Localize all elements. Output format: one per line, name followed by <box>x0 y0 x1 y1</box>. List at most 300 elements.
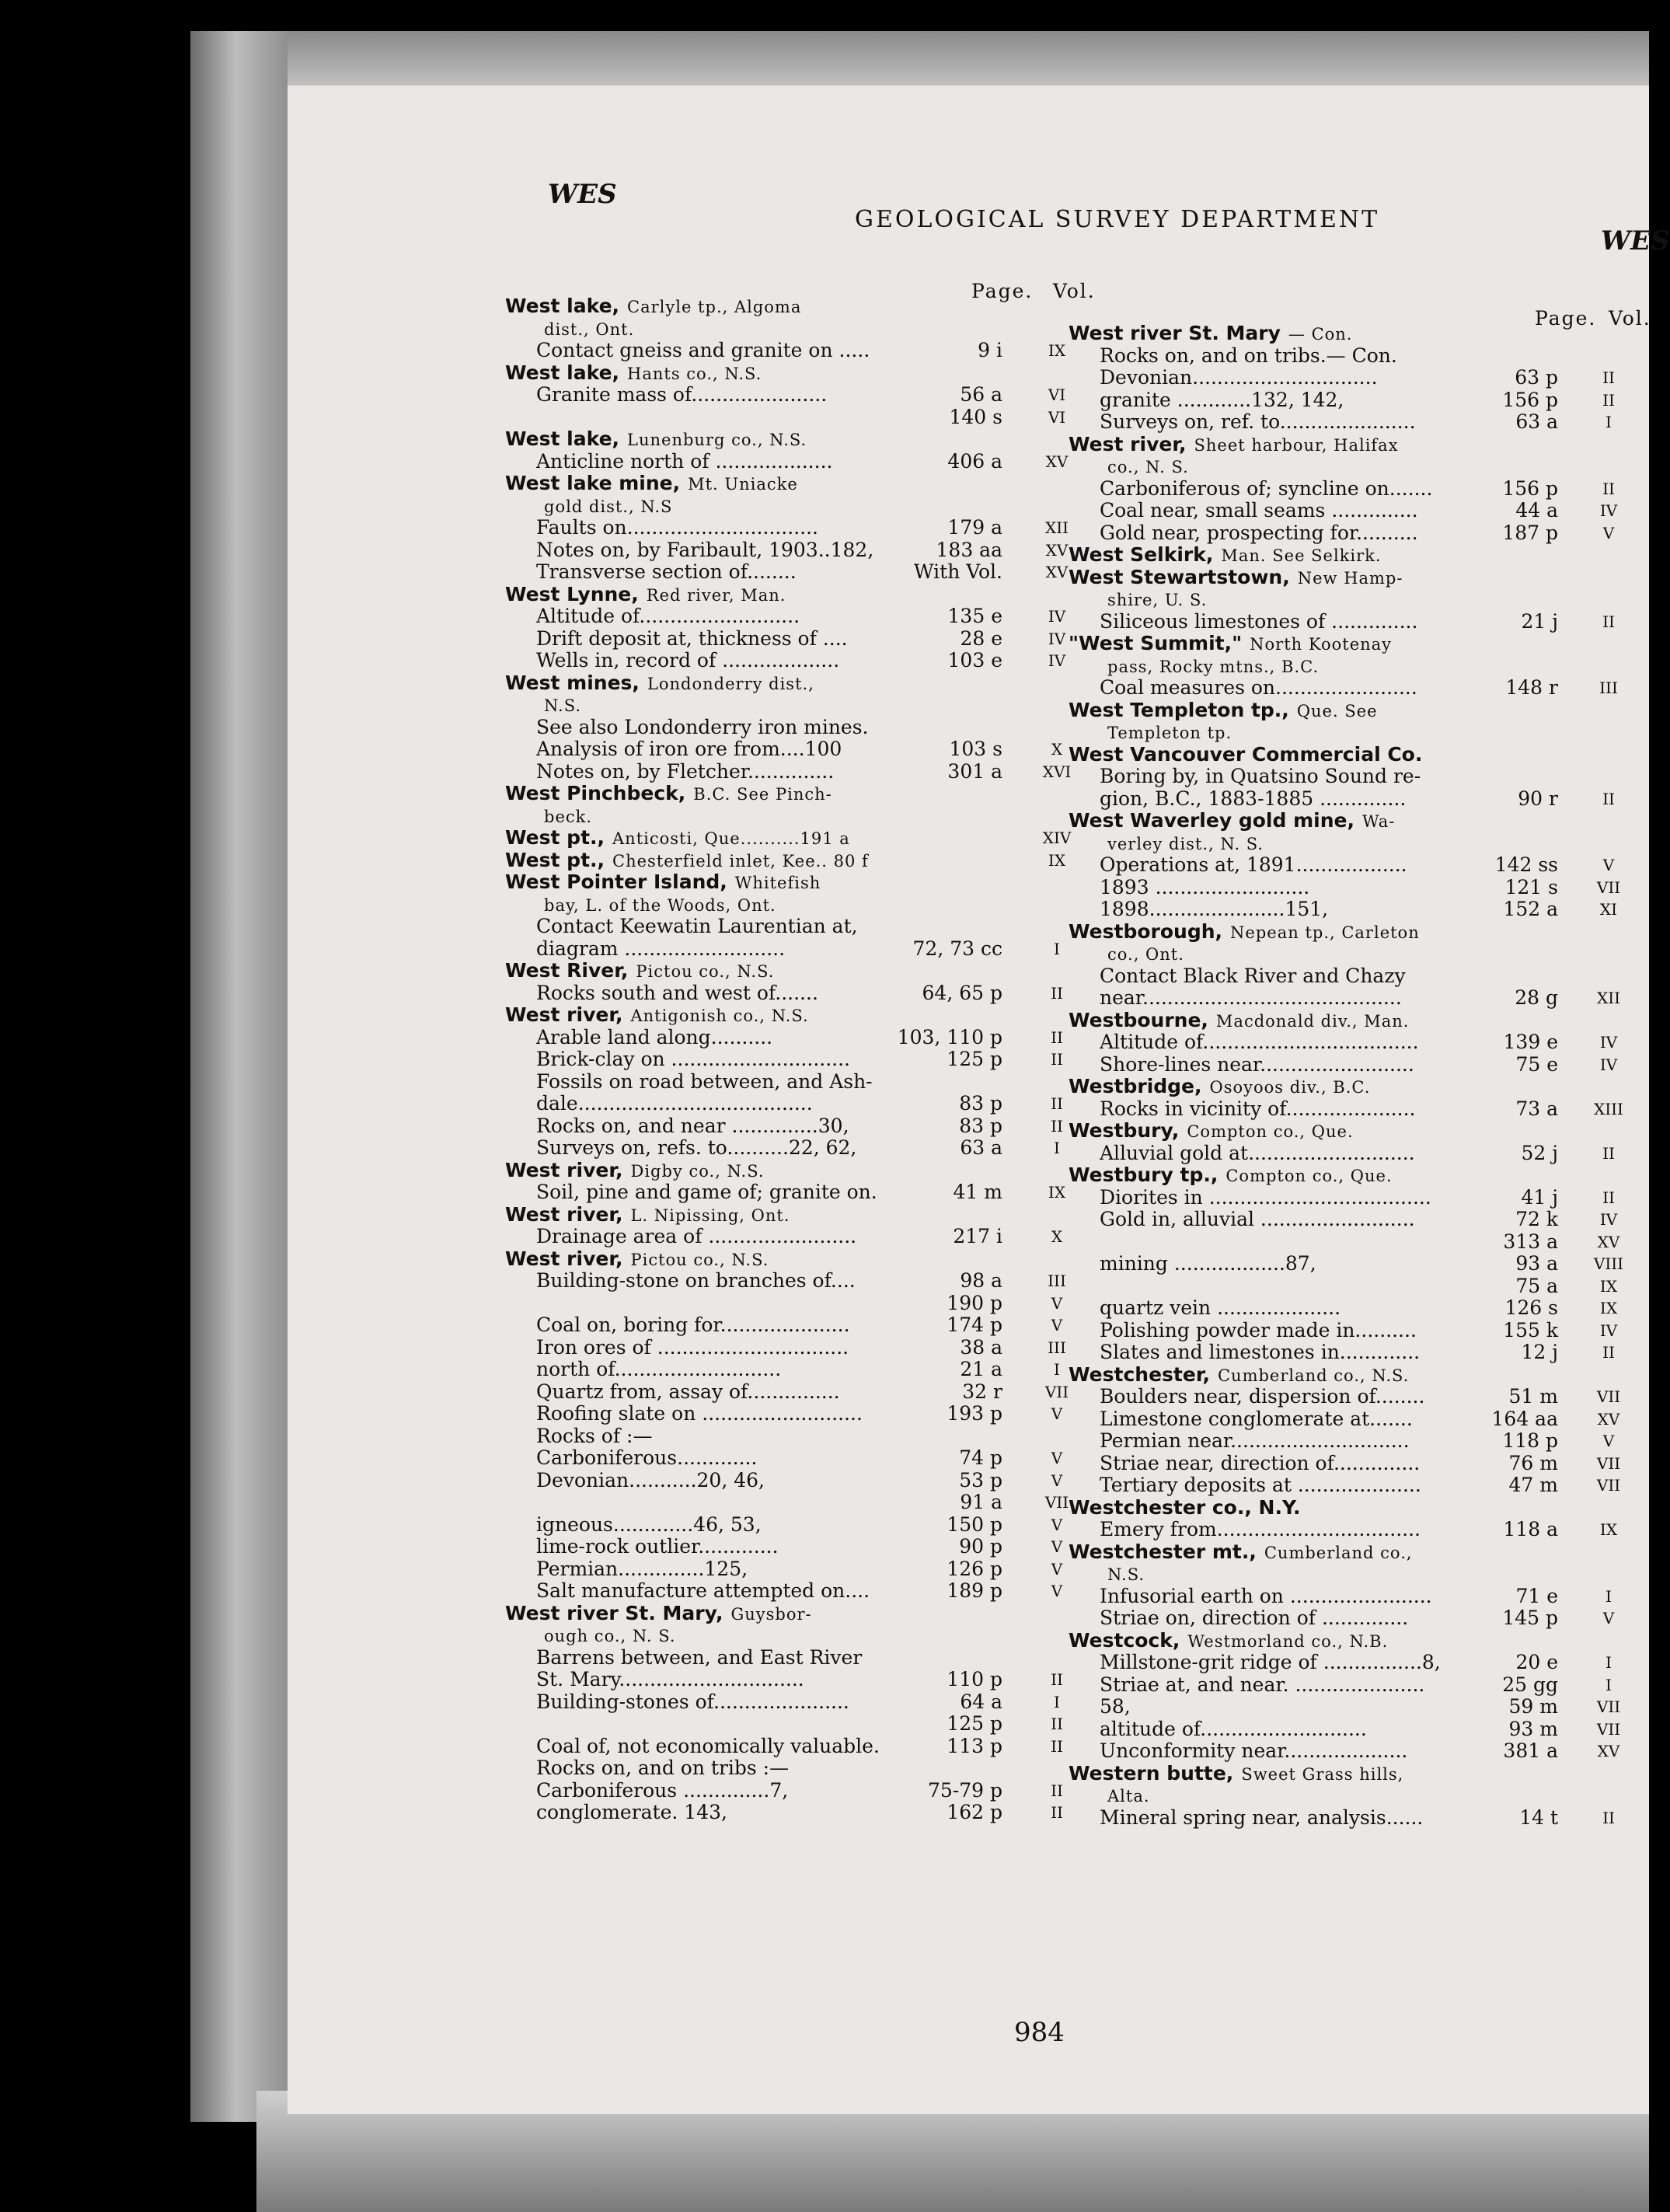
index-location-cont: Alta. <box>1107 1787 1150 1806</box>
index-entry-row <box>505 561 1096 584</box>
index-volume: XVI <box>1042 762 1072 781</box>
index-entry-text: See also Londonderry iron mines. <box>536 715 869 738</box>
index-entry-row <box>505 1270 1096 1293</box>
index-entry-row <box>505 1580 1096 1603</box>
index-heading-row <box>505 871 1096 894</box>
index-volume: VII <box>1596 1697 1621 1716</box>
index-entry-row <box>1069 987 1647 1010</box>
index-entry-row <box>1069 1031 1647 1054</box>
index-location: — Con. <box>1288 325 1353 344</box>
index-entry-text: Coal of, not economically valuable. <box>536 1734 880 1757</box>
index-volume: I <box>1054 1139 1060 1157</box>
index-location: North Kootenay <box>1250 635 1393 654</box>
index-entry-text: Building-stone on branches of.... <box>536 1269 856 1292</box>
index-page-ref: 28 e <box>960 626 1002 650</box>
index-page-ref: 139 e <box>1503 1031 1558 1053</box>
index-page-ref: 91 a <box>960 1491 1002 1513</box>
index-location: Nepean tp., Carleton <box>1230 923 1420 942</box>
index-location: Westmorland co., N.B. <box>1187 1631 1389 1651</box>
index-entry-text: Altitude of................................... <box>1100 1031 1419 1053</box>
index-entry-text: altitude of........................... <box>1100 1717 1367 1740</box>
index-heading-row <box>505 1603 1096 1625</box>
page-number: 984 <box>1014 2017 1065 2048</box>
index-entry-text: Siliceous limestones of .............. <box>1100 609 1418 633</box>
index-page-ref: 83 p <box>959 1114 1002 1137</box>
index-heading: West Vancouver Commercial Co. <box>1069 742 1423 766</box>
index-location: Man. See Selkirk. <box>1221 546 1382 565</box>
index-entry-row <box>1069 1674 1647 1697</box>
index-page-ref: 125 p <box>947 1048 1002 1070</box>
index-volume: IX <box>1048 850 1066 870</box>
index-entry-row <box>505 1447 1096 1470</box>
index-page-ref: 64, 65 p <box>922 981 1002 1004</box>
index-entry-text: quartz vein .................... <box>1100 1296 1341 1319</box>
index-entry-row <box>1069 1785 1647 1807</box>
index-volume: I <box>1054 1360 1060 1379</box>
index-volume: XV <box>1597 1742 1620 1760</box>
index-entry-text: Arable land along.......... <box>536 1025 773 1048</box>
index-heading: West river, <box>1069 432 1187 455</box>
index-volume: XIII <box>1594 1099 1623 1118</box>
index-heading-row <box>1069 1763 1647 1785</box>
running-head-left: WES <box>548 179 617 210</box>
index-entry-text: granite ............132, 142, <box>1100 388 1344 411</box>
index-volume: V <box>1602 523 1615 543</box>
index-volume: V <box>1051 1537 1063 1556</box>
index-entry-text: Devonian...........20, 46, <box>536 1468 765 1492</box>
index-location: Red river, Man. <box>646 585 786 605</box>
index-volume: XIV <box>1042 829 1072 847</box>
index-page-ref: 187 p <box>1502 521 1558 544</box>
index-page-ref: With Vol. <box>913 560 1002 583</box>
index-heading-row <box>1069 1010 1647 1032</box>
index-heading: West lake, <box>505 427 620 450</box>
index-volume: VII <box>1044 1493 1069 1512</box>
index-volume: VII <box>1596 877 1621 897</box>
index-location: Carlyle tp., Algoma <box>627 298 802 316</box>
index-location: Chesterfield inlet, Kee.. 80 f <box>612 851 869 870</box>
index-page-ref: 118 p <box>1502 1429 1558 1452</box>
index-entry-text: Millstone-grit ridge of ................8, <box>1100 1651 1441 1673</box>
index-entry-row <box>1069 1297 1647 1320</box>
index-volume: II <box>1051 1027 1063 1047</box>
index-volume: IV <box>1048 607 1066 626</box>
index-page-ref: 75 e <box>1515 1052 1558 1076</box>
index-heading-row <box>505 1248 1096 1271</box>
index-entry-text: Drainage area of ........................ <box>536 1225 857 1247</box>
index-entry-row <box>505 406 1096 429</box>
index-entry-row <box>1069 898 1647 921</box>
index-entry-row <box>1069 655 1647 678</box>
index-heading: Westbridge, <box>1069 1075 1202 1097</box>
index-entry-text: Analysis of iron ore from....100 <box>536 738 842 760</box>
index-entry-text: Wells in, record of ................... <box>536 649 840 672</box>
index-page-ref: 44 a <box>1515 499 1558 522</box>
index-heading: West river, <box>505 1003 623 1026</box>
index-entry-row <box>1069 1320 1647 1342</box>
index-page-ref: 190 p <box>947 1291 1002 1314</box>
index-entry-row <box>1069 1563 1647 1586</box>
index-entry-text: Contact gneiss and granite on ..... <box>536 339 870 361</box>
index-entry-text: Fossils on road between, and Ash- <box>536 1069 873 1093</box>
index-entry-text: Striae near, direction of.............. <box>1100 1451 1421 1474</box>
index-entry-row <box>1069 1807 1647 1830</box>
index-page-ref: 71 e <box>1515 1584 1558 1607</box>
index-heading: West lake mine, <box>505 472 681 494</box>
index-page-ref: 75-79 p <box>927 1778 1002 1802</box>
index-heading-row <box>505 1204 1096 1226</box>
index-entry-row <box>505 1226 1096 1248</box>
index-volume: XII <box>1044 518 1069 537</box>
index-entry-text: Unconformity near.................... <box>1100 1739 1408 1762</box>
index-page-ref: 21 a <box>960 1358 1002 1380</box>
index-volume: II <box>1051 1116 1063 1136</box>
index-location: Anticosti, Que..........191 a <box>612 829 850 848</box>
index-entry-row <box>505 1381 1096 1404</box>
index-entry-row <box>505 451 1096 473</box>
index-location-cont: ough co., N. S. <box>544 1627 676 1645</box>
index-page-ref: 103 e <box>947 649 1002 672</box>
index-location: Whitefish <box>734 874 821 892</box>
index-entry-text: Coal near, small seams .............. <box>1100 499 1418 522</box>
index-heading-row <box>1069 1364 1647 1387</box>
index-page-ref: 183 aa <box>936 538 1002 561</box>
index-volume: V <box>1051 1449 1063 1467</box>
index-entry-row <box>505 1713 1096 1736</box>
index-entry-text: Notes on, by Fletcher.............. <box>536 759 835 783</box>
index-entry-text: Carboniferous............. <box>536 1446 758 1469</box>
index-entry-row <box>1069 1652 1647 1674</box>
index-volume: IV <box>1599 501 1618 520</box>
index-entry-text: Infusorial earth on ....................... <box>1100 1584 1432 1607</box>
index-location: Antigonish co., N.S. <box>630 1007 809 1025</box>
index-volume: V <box>1051 1316 1063 1335</box>
index-location-cont: N.S. <box>544 696 582 715</box>
index-page-ref: 162 p <box>947 1801 1002 1823</box>
index-page-ref: 76 m <box>1508 1451 1558 1474</box>
index-entry-text: Diorites in .................................... <box>1100 1185 1431 1209</box>
index-volume: V <box>1051 1515 1063 1534</box>
index-entry-text: Granite mass of...................... <box>536 383 828 406</box>
index-page-ref: 113 p <box>947 1734 1002 1757</box>
index-volume: IV <box>1048 651 1066 670</box>
index-page-ref: 103, 110 p <box>897 1025 1002 1048</box>
index-entry-row <box>505 384 1096 406</box>
index-heading-row <box>1069 744 1647 766</box>
index-volume: II <box>1051 1736 1063 1756</box>
index-entry-text: Emery from................................. <box>1100 1518 1421 1540</box>
index-entry-row <box>1069 1253 1647 1275</box>
index-location: L. Nipissing, Ont. <box>630 1205 790 1225</box>
index-entry-row <box>1069 500 1647 522</box>
index-entry-row <box>505 539 1096 562</box>
index-heading: Western butte, <box>1069 1761 1234 1785</box>
index-page-ref: 20 e <box>1515 1651 1558 1673</box>
index-page-ref: 118 a <box>1503 1518 1558 1540</box>
index-entry-text: Gold in, alluvial ......................... <box>1100 1208 1415 1230</box>
index-entry-row <box>1069 455 1647 478</box>
index-volume: IV <box>1048 629 1066 648</box>
index-heading-row <box>505 1004 1096 1027</box>
index-entry-row <box>505 1736 1096 1758</box>
index-location-cont: Templeton tp. <box>1107 724 1232 742</box>
index-volume: V <box>1602 1432 1615 1450</box>
index-page-ref: 126 s <box>1504 1296 1558 1319</box>
index-volume: XI <box>1599 900 1618 919</box>
index-volume: XV <box>1045 452 1069 471</box>
index-entry-text: Coal on, boring for..................... <box>536 1314 850 1336</box>
index-volume: V <box>1051 1293 1063 1313</box>
index-location-cont: shire, U. S. <box>1107 591 1208 609</box>
index-page-ref: 53 p <box>959 1468 1002 1492</box>
index-page-ref: 110 p <box>947 1668 1002 1690</box>
index-entry-row <box>505 916 1096 938</box>
index-column-right <box>1069 323 1647 1829</box>
index-volume: VI <box>1048 407 1066 427</box>
index-entry-row <box>1069 411 1647 434</box>
index-entry-row <box>1069 1408 1647 1431</box>
index-entry-text: Anticline north of ................... <box>536 449 833 473</box>
index-entry-text: Quartz from, assay of............... <box>536 1380 840 1403</box>
index-entry-text: Contact Black River and Chazy <box>1100 964 1406 987</box>
index-page-ref: 381 a <box>1503 1739 1558 1762</box>
index-page-ref: 217 i <box>953 1225 1002 1247</box>
index-volume: III <box>1048 1272 1066 1290</box>
index-page-ref: 98 a <box>960 1269 1002 1292</box>
index-heading-row <box>1069 323 1647 345</box>
index-heading-row <box>505 473 1096 495</box>
running-head-title: GEOLOGICAL SURVEY DEPARTMENT <box>855 206 1380 233</box>
index-page-ref: 189 p <box>947 1579 1002 1602</box>
index-entry-text: north of........................... <box>536 1358 782 1380</box>
index-page-ref: 140 s <box>949 405 1002 428</box>
index-entry-text: Altitude of.......................... <box>536 605 800 627</box>
index-entry-row <box>505 650 1096 672</box>
index-entry-row <box>505 1137 1096 1160</box>
index-entry-row <box>1069 1231 1647 1254</box>
index-entry-text: Rocks of :— <box>536 1424 653 1447</box>
index-location: B.C. See Pinch- <box>693 785 832 804</box>
index-entry-row <box>505 1337 1096 1359</box>
index-page-ref: 135 e <box>947 605 1002 627</box>
index-entry-row <box>1069 1474 1647 1497</box>
index-volume: I <box>1606 413 1612 431</box>
index-volume: V <box>1051 1559 1063 1579</box>
index-volume: II <box>1051 1781 1063 1800</box>
index-heading: West Waverley gold mine, <box>1069 809 1354 832</box>
index-page-ref: 148 r <box>1505 676 1558 699</box>
index-heading: West pt., <box>505 826 605 849</box>
index-entry-row <box>1069 832 1647 855</box>
index-volume: IV <box>1599 1321 1618 1340</box>
index-heading: Westborough, <box>1069 919 1223 943</box>
index-volume: V <box>1602 1609 1615 1628</box>
index-entry-row <box>1069 1098 1647 1121</box>
index-heading-row <box>1069 810 1647 832</box>
index-heading: West river, <box>505 1202 623 1226</box>
index-volume: IX <box>1599 1276 1618 1296</box>
index-entry-row <box>505 1314 1096 1337</box>
index-entry-text: Alluvial gold at........................... <box>1100 1141 1415 1164</box>
index-page-ref: 73 a <box>1515 1097 1558 1120</box>
left-col-header-page: Page. <box>971 280 1034 302</box>
index-entry-row <box>1069 677 1647 700</box>
index-page-ref: 145 p <box>1502 1607 1558 1629</box>
index-page-ref: 406 a <box>947 449 1002 473</box>
right-col-header-page: Page. <box>1535 307 1597 330</box>
index-page-ref: 83 p <box>959 1092 1002 1115</box>
index-entry-row <box>1069 1054 1647 1076</box>
index-entry-text: 58, <box>1100 1695 1131 1718</box>
index-page-ref: 179 a <box>947 516 1002 539</box>
index-heading: Westchester mt., <box>1069 1540 1257 1563</box>
index-location: Wa- <box>1361 812 1396 831</box>
index-page-ref: 59 m <box>1508 1695 1558 1718</box>
index-entry-text: Rocks on, and on tribs :— <box>536 1757 790 1779</box>
index-entry-row <box>505 1514 1096 1537</box>
index-page-ref: 41 j <box>1521 1185 1558 1209</box>
index-column-left <box>505 295 1096 1824</box>
index-entry-text: Slates and limestones in............. <box>1100 1341 1421 1363</box>
index-volume: II <box>1602 1188 1615 1207</box>
index-entry-text: Carboniferous of; syncline on....... <box>1100 476 1433 500</box>
index-entry-text: Barrens between, and East River <box>536 1645 863 1669</box>
index-entry-row <box>1069 788 1647 811</box>
index-entry-text: Mineral spring near, analysis...... <box>1100 1806 1424 1829</box>
index-location: Osoyoos div., B.C. <box>1209 1078 1371 1097</box>
index-volume: VIII <box>1593 1254 1624 1273</box>
index-entry-row <box>1069 588 1647 611</box>
index-entry-row <box>1069 943 1647 965</box>
index-heading-row <box>1069 434 1647 456</box>
index-entry-row <box>505 694 1096 717</box>
index-entry-row <box>505 938 1096 961</box>
index-volume: II <box>1051 983 1063 1003</box>
index-page-ref: 41 m <box>953 1181 1002 1203</box>
index-heading-row <box>1069 921 1647 944</box>
index-entry-row <box>505 1470 1096 1492</box>
index-volume: IX <box>1599 1520 1618 1539</box>
index-heading: West river, <box>505 1158 623 1181</box>
index-entry-row <box>505 1757 1096 1780</box>
index-entry-row <box>505 982 1096 1005</box>
index-entry-row <box>505 1181 1096 1204</box>
index-entry-text: Limestone conglomerate at....... <box>1100 1407 1413 1430</box>
index-location: Sheet harbour, Halifax <box>1194 435 1399 455</box>
index-volume: XV <box>1597 1232 1620 1251</box>
index-heading: Westchester co., N.Y. <box>1069 1495 1301 1519</box>
index-heading: Westchester, <box>1069 1362 1210 1386</box>
index-entry-row <box>1069 367 1647 389</box>
index-entry-row <box>1069 721 1647 744</box>
index-entry-row <box>505 1359 1096 1381</box>
index-heading-row <box>505 960 1096 982</box>
index-entry-text: Rocks on, and near ..............30, <box>536 1114 849 1137</box>
index-page-ref: 90 r <box>1518 787 1558 810</box>
index-entry-text: Permian near............................. <box>1100 1429 1410 1452</box>
index-entry-row <box>1069 1453 1647 1475</box>
index-entry-row <box>1069 478 1647 501</box>
index-entry-row <box>505 717 1096 739</box>
index-heading-row <box>1069 1630 1647 1652</box>
index-entry-text: Rocks in vicinity of..................... <box>1100 1097 1416 1120</box>
index-page-ref: 156 p <box>1502 476 1558 500</box>
index-heading-row <box>1069 700 1647 722</box>
index-entry-text: Salt manufacture attempted on.... <box>536 1579 870 1602</box>
index-heading: West lake, <box>505 361 620 384</box>
index-heading: West Lynne, <box>505 582 639 605</box>
running-head-right: WES <box>1601 225 1670 256</box>
index-entry-row <box>1069 1386 1647 1408</box>
index-entry-row <box>1069 965 1647 988</box>
index-entry-text: Transverse section of........ <box>536 560 797 583</box>
index-heading-row <box>505 584 1096 606</box>
index-entry-text: 1898......................151, <box>1100 898 1329 920</box>
index-entry-row <box>1069 1586 1647 1608</box>
index-entry-row <box>505 1093 1096 1115</box>
index-entry-row <box>1069 522 1647 545</box>
index-page-ref: 313 a <box>1503 1230 1558 1253</box>
index-location: Digby co., N.S. <box>630 1161 765 1181</box>
index-entry-row <box>1069 345 1647 368</box>
index-entry-row <box>505 1669 1096 1691</box>
index-location: Hants co., N.S. <box>627 364 762 383</box>
index-location: Cumberland co., <box>1264 1543 1413 1562</box>
index-page-ref: 90 p <box>959 1535 1002 1558</box>
index-entry-row <box>1069 1607 1647 1630</box>
index-entry-row <box>505 1403 1096 1425</box>
index-volume: II <box>1602 1343 1615 1362</box>
index-heading-row <box>1069 544 1647 567</box>
index-entry-row <box>1069 1187 1647 1209</box>
index-entry-text: Soil, pine and game of; granite on. <box>536 1181 877 1203</box>
index-entry-text: Contact Keewatin Laurentian at, <box>536 915 858 937</box>
index-entry-row <box>1069 389 1647 412</box>
index-entry-row <box>505 1536 1096 1558</box>
index-entry-text: Polishing powder made in.......... <box>1100 1318 1417 1342</box>
index-heading-row <box>1069 1497 1647 1519</box>
index-entry-row <box>1069 1519 1647 1541</box>
index-entry-row <box>505 1027 1096 1049</box>
index-volume: II <box>1602 612 1615 631</box>
index-heading-row <box>1069 1120 1647 1143</box>
index-location: Cumberland co., N.S. <box>1217 1366 1410 1385</box>
index-entry-text: gion, B.C., 1883-1885 .............. <box>1100 787 1407 810</box>
index-heading: West Pointer Island, <box>505 870 727 893</box>
index-heading-row <box>505 362 1096 385</box>
index-entry-text: lime-rock outlier............. <box>536 1535 779 1558</box>
index-heading: Westbury tp., <box>1069 1164 1219 1186</box>
book-binding <box>190 31 291 2122</box>
index-location-cont: pass, Rocky mtns., B.C. <box>1107 657 1320 676</box>
index-entry-text: St. Mary.............................. <box>536 1668 804 1690</box>
index-volume: II <box>1602 479 1615 498</box>
index-volume: II <box>1602 390 1615 410</box>
index-volume: I <box>1606 1675 1612 1694</box>
index-page-ref: 14 t <box>1519 1806 1558 1829</box>
index-page-ref: 152 a <box>1503 898 1558 920</box>
index-volume: XV <box>1045 540 1069 560</box>
index-heading: West river St. Mary <box>1069 322 1281 344</box>
index-volume: XV <box>1045 563 1069 581</box>
index-entry-row <box>505 894 1096 916</box>
index-entry-text: Building-stones of...................... <box>536 1690 849 1713</box>
index-heading: West Selkirk, <box>1069 543 1214 566</box>
index-entry-row <box>505 1647 1096 1669</box>
index-location-cont: bay, L. of the Woods, Ont. <box>544 895 776 915</box>
index-location: Lunenburg co., N.S. <box>627 431 807 449</box>
index-entry-text: Gold near, prospecting for.......... <box>1100 521 1418 544</box>
